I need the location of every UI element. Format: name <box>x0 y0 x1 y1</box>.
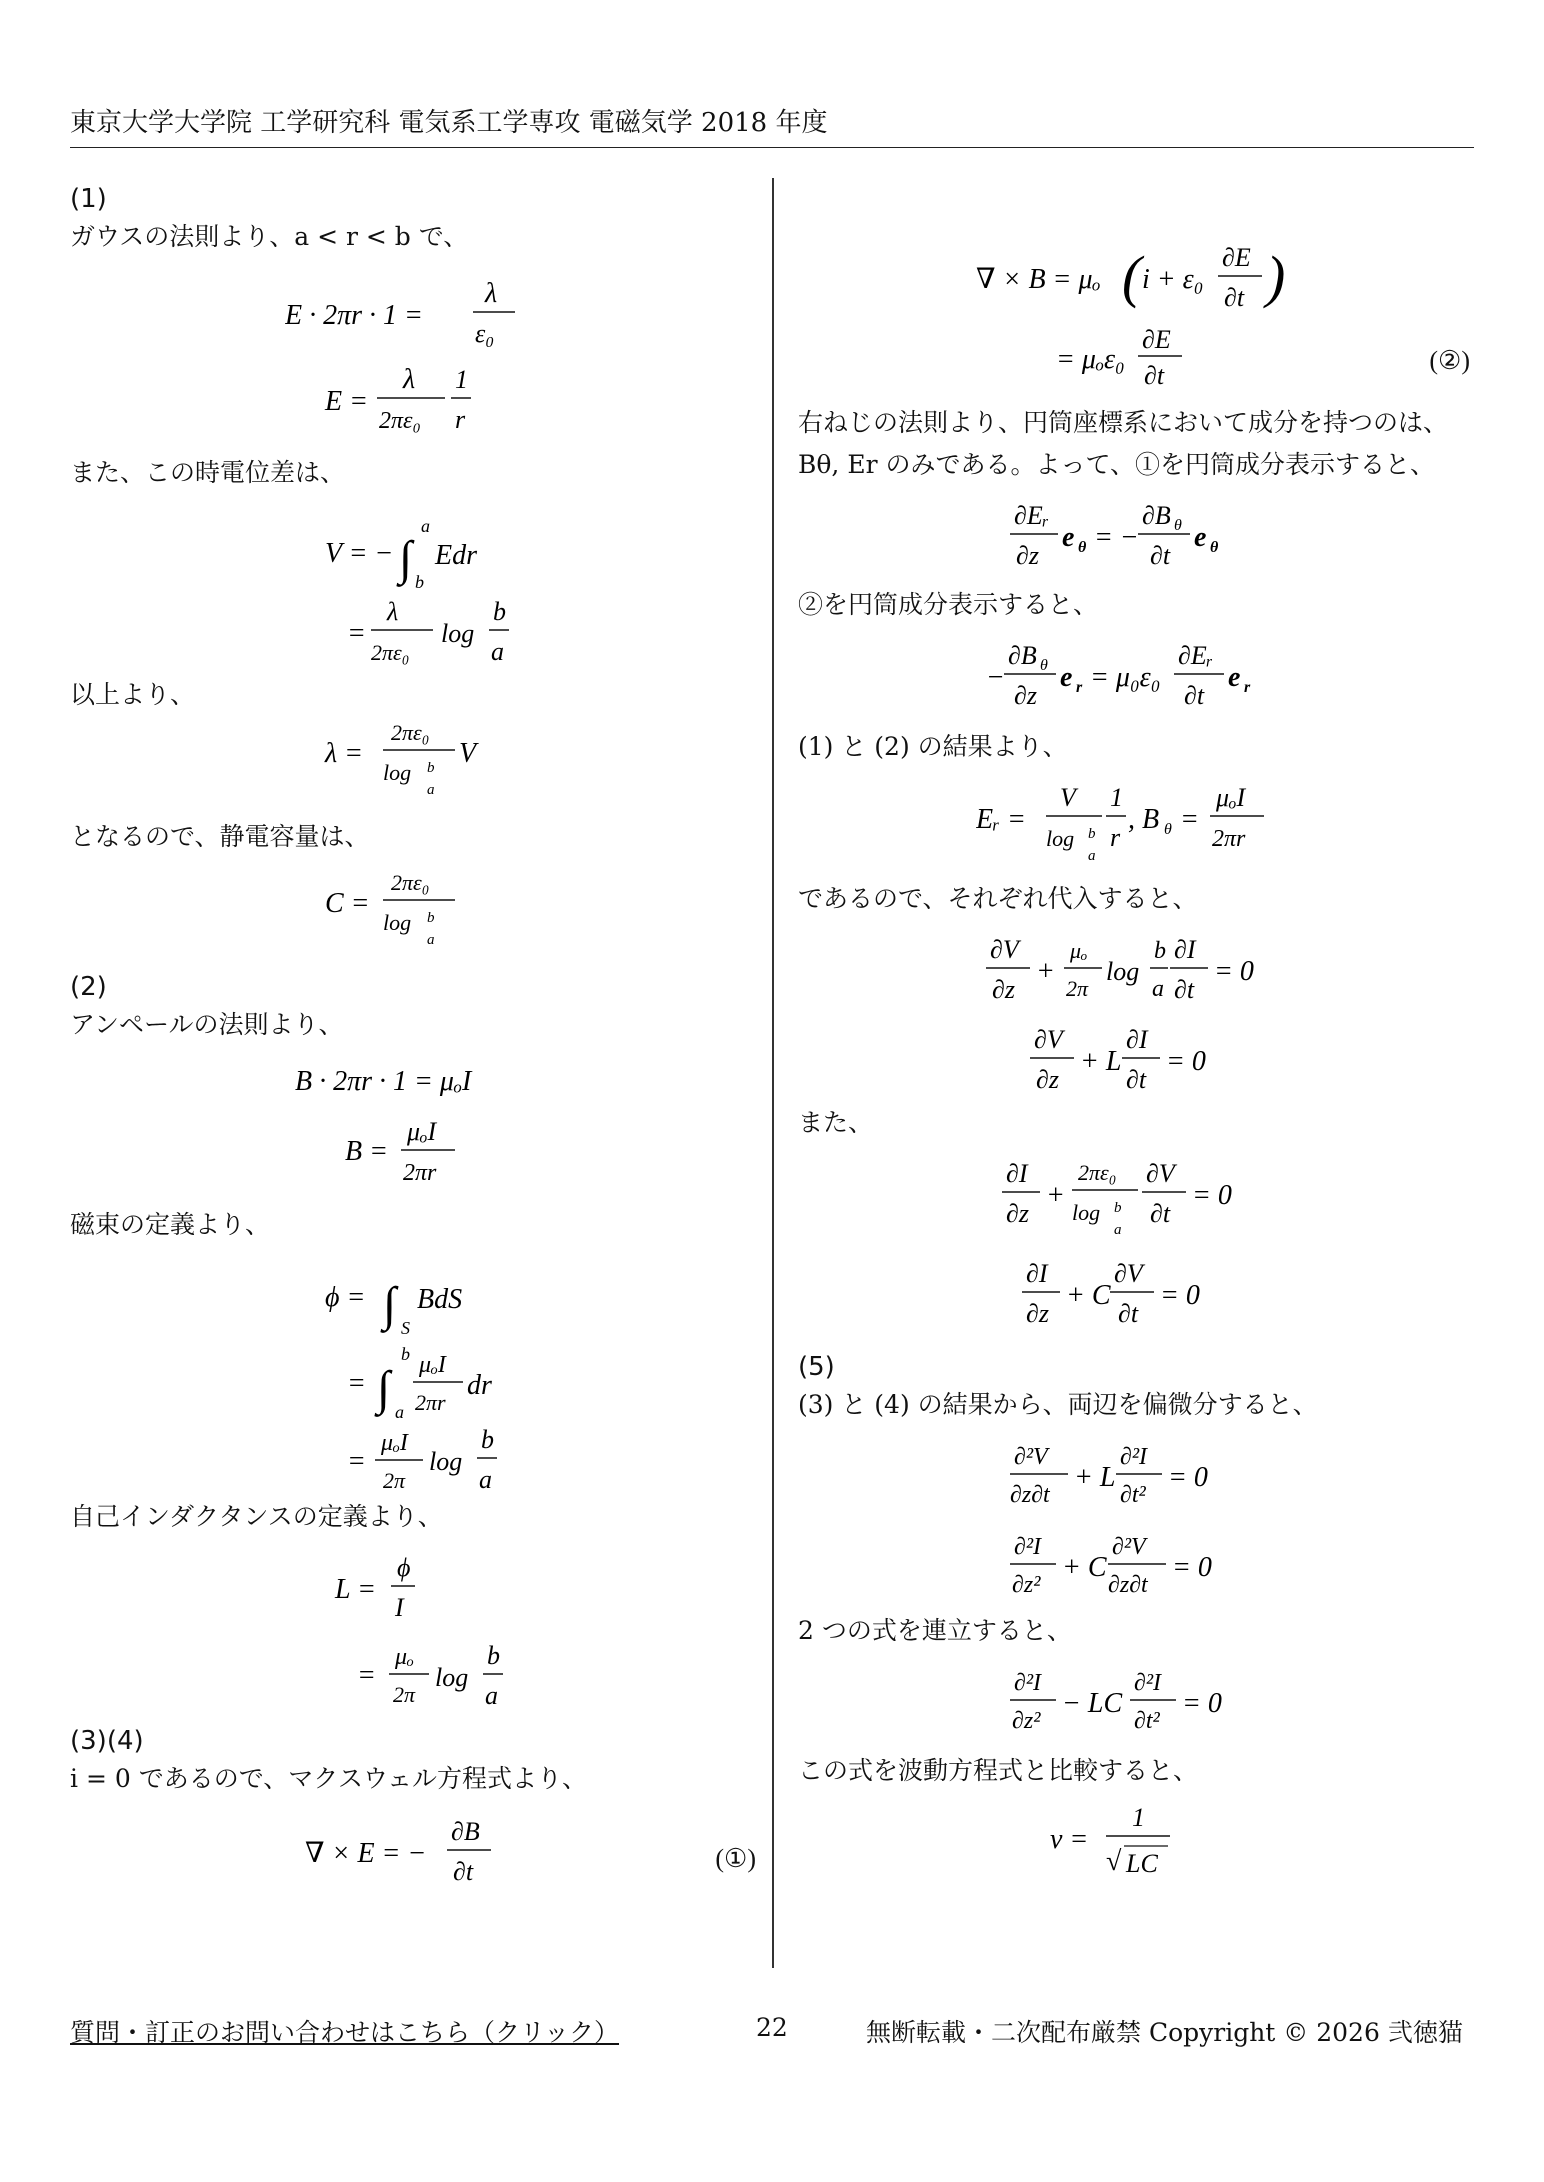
copyright: 無断転載・二次配布厳禁 Copyright © 2026 弐徳猫 <box>866 2018 1463 2047</box>
svg-text:ϕ =: ϕ = <box>325 1282 366 1313</box>
svg-text:∂z²: ∂z² <box>1012 1572 1041 1598</box>
svg-text:log: log <box>1046 826 1075 851</box>
svg-text:V: V <box>1060 783 1076 812</box>
svg-text:v =: v = <box>1050 1824 1089 1855</box>
svg-text:log: log <box>383 760 412 785</box>
text-simultaneous: 2 つの式を連立すると、 <box>798 1616 1072 1645</box>
svg-text:∂z: ∂z <box>1006 1199 1029 1228</box>
svg-text:μₒ: μₒ <box>395 1644 414 1670</box>
svg-text:a: a <box>1088 848 1096 864</box>
svg-text:a: a <box>427 782 435 798</box>
svg-text:∫: ∫ <box>399 532 413 585</box>
svg-text:∂V: ∂V <box>1146 1159 1175 1188</box>
svg-text:∂z: ∂z <box>992 975 1015 1004</box>
svg-text:− LC: − LC <box>1062 1688 1123 1719</box>
section-2-heading: (2) <box>70 972 107 1002</box>
svg-text:2π: 2π <box>1066 976 1089 1001</box>
svg-text:b: b <box>1154 938 1166 964</box>
svg-text:√: √ <box>1106 1846 1122 1877</box>
svg-text:λ: λ <box>485 278 498 309</box>
svg-text:=: = <box>357 1660 376 1691</box>
svg-text:a: a <box>427 932 435 948</box>
svg-text:∂²I: ∂²I <box>1120 1444 1148 1470</box>
svg-text:∇ × B = μₒ: ∇ × B = μₒ <box>976 264 1101 295</box>
svg-text:μₒ: μₒ <box>1070 938 1088 963</box>
svg-text:∂t: ∂t <box>1150 541 1171 570</box>
svg-text:log: log <box>441 619 475 648</box>
page-header: 東京大学大学院 工学研究科 電気系工学専攻 電磁気学 2018 年度 <box>70 102 1474 148</box>
svg-text:, B: , B <box>1128 804 1160 835</box>
text-substitute: であるので、それぞれ代入すると、 <box>798 884 1198 913</box>
column-divider <box>772 178 774 1968</box>
svg-text:∂V: ∂V <box>1034 1025 1063 1054</box>
svg-text:∂E: ∂E <box>1222 243 1251 272</box>
svg-text:∂²V: ∂²V <box>1112 1534 1146 1560</box>
svg-text:θ: θ <box>1210 539 1219 556</box>
svg-text:2π: 2π <box>383 1468 406 1493</box>
svg-text:∂²V: ∂²V <box>1014 1444 1048 1470</box>
svg-text:∂t: ∂t <box>453 1857 474 1886</box>
svg-text:λ: λ <box>387 597 399 626</box>
svg-text:= 0: = 0 <box>1160 1280 1200 1311</box>
svg-text:E · 2πr · 1 =: E · 2πr · 1 = <box>285 300 423 331</box>
svg-text:θ: θ <box>1174 517 1182 534</box>
svg-text:ϕ: ϕ <box>397 1553 411 1582</box>
eq-wave <box>798 1662 1474 1742</box>
svg-text:Edr: Edr <box>435 540 477 571</box>
eq-capacity <box>70 864 760 954</box>
svg-text:e: e <box>1062 522 1075 553</box>
svg-text:μₒI: μₒI <box>419 1352 446 1378</box>
svg-text:b: b <box>487 1641 500 1670</box>
section-5-heading: (5) <box>798 1352 835 1382</box>
text-inductance: 自己インダクタンスの定義より、 <box>70 1502 443 1531</box>
svg-text:θ: θ <box>1078 539 1087 556</box>
text-gauss: ガウスの法則より、a < r < b で、 <box>70 222 469 251</box>
eq-telegraph-1 <box>798 930 1474 1094</box>
svg-text:∂z: ∂z <box>1014 681 1037 710</box>
svg-text:a: a <box>1152 976 1164 1002</box>
svg-text:1: 1 <box>1132 1803 1145 1832</box>
text-above: 以上より、 <box>70 680 196 709</box>
svg-text:μₒI: μₒI <box>407 1117 437 1146</box>
text-maxwell: i = 0 であるので、マクスウェル方程式より、 <box>70 1764 587 1793</box>
text-potential: また、この時電位差は、 <box>70 458 346 487</box>
svg-text:I: I <box>395 1593 404 1622</box>
svg-text:∂B: ∂B <box>451 1817 480 1846</box>
svg-text:∂I: ∂I <box>1174 935 1196 964</box>
svg-text:BdS: BdS <box>417 1284 463 1315</box>
svg-text:b: b <box>427 910 435 926</box>
svg-text:dr: dr <box>467 1370 492 1401</box>
eq-gauss-2 <box>70 360 760 440</box>
eq-ampere-2 <box>70 1112 760 1192</box>
svg-text:log: log <box>1072 1200 1101 1225</box>
section-1-heading: (1) <box>70 184 107 214</box>
svg-text:∂²I: ∂²I <box>1014 1670 1042 1696</box>
svg-text:a: a <box>479 1465 492 1494</box>
eq-gauss-1 <box>70 274 760 350</box>
svg-text:1: 1 <box>1110 783 1123 812</box>
svg-text:∂I: ∂I <box>1126 1025 1148 1054</box>
section-34-heading: (3)(4) <box>70 1726 144 1756</box>
svg-text:+: + <box>1046 1180 1065 1211</box>
svg-text:b: b <box>493 597 506 626</box>
svg-text:∫: ∫ <box>383 1278 397 1331</box>
svg-text:B =: B = <box>345 1136 388 1167</box>
svg-text:∂E: ∂E <box>1142 325 1171 354</box>
svg-text:λ: λ <box>403 364 416 395</box>
eq-potential <box>70 502 760 672</box>
text-righthand-2: Bθ, Er のみである。よって、①を円筒成分表示すると、 <box>798 450 1435 479</box>
svg-text:+ L: + L <box>1074 1462 1116 1493</box>
svg-text:e: e <box>1194 522 1207 553</box>
svg-text:∂z: ∂z <box>1036 1065 1059 1094</box>
text-eq2-cyl: ②を円筒成分表示すると、 <box>798 590 1099 619</box>
eq-telegraph-2 <box>798 1154 1474 1334</box>
svg-text:log: log <box>429 1447 463 1476</box>
svg-text:= 0: = 0 <box>1214 956 1254 987</box>
svg-text:=: = <box>347 618 366 649</box>
svg-text:+ L: + L <box>1080 1046 1122 1077</box>
svg-text:∂Eᵣ: ∂Eᵣ <box>1178 641 1214 670</box>
svg-text:r: r <box>1110 823 1121 852</box>
text-result: (1) と (2) の結果より、 <box>798 732 1068 761</box>
svg-text:= 0: = 0 <box>1166 1046 1206 1077</box>
svg-text:∂I: ∂I <box>1026 1259 1048 1288</box>
eq-ampere-1 <box>70 1058 760 1102</box>
svg-text:= 0: = 0 <box>1168 1462 1208 1493</box>
svg-text:∂t: ∂t <box>1150 1199 1171 1228</box>
contact-link[interactable]: 質問・訂正のお問い合わせはこちら（クリック） <box>70 2018 620 2047</box>
svg-text:∂z²: ∂z² <box>1012 1708 1041 1734</box>
svg-text:= μₒε₀: = μₒε₀ <box>1056 344 1125 375</box>
svg-text:−: − <box>986 662 1005 693</box>
svg-text:r: r <box>455 405 466 434</box>
svg-text:): ) <box>1266 244 1286 309</box>
text-ampere: アンペールの法則より、 <box>70 1010 344 1039</box>
svg-text:μₒI: μₒI <box>381 1430 408 1456</box>
svg-text:e: e <box>1228 662 1241 693</box>
svg-text:∇ × E = −: ∇ × E = − <box>305 1838 427 1869</box>
svg-text:∂z∂t: ∂z∂t <box>1108 1572 1148 1598</box>
svg-text:V = −: V = − <box>325 538 394 569</box>
svg-text:∂²I: ∂²I <box>1014 1534 1042 1560</box>
svg-text:∂V: ∂V <box>1114 1259 1143 1288</box>
svg-text:θ: θ <box>1040 657 1048 674</box>
svg-text:= 0: = 0 <box>1182 1688 1222 1719</box>
text-flux: 磁束の定義より、 <box>70 1210 271 1239</box>
svg-text:B · 2πr · 1 = μₒI: B · 2πr · 1 = μₒI <box>295 1066 472 1097</box>
svg-text:2πε₀: 2πε₀ <box>371 640 410 665</box>
svg-text:= −: = − <box>1094 522 1139 553</box>
svg-text:λ =: λ = <box>325 738 364 769</box>
svg-text:2πr: 2πr <box>415 1390 446 1415</box>
svg-text:a: a <box>421 516 430 536</box>
svg-text:i + ε₀: i + ε₀ <box>1142 264 1204 295</box>
eq-number-1: (①) <box>715 1844 756 1873</box>
text-partial: (3) と (4) の結果から、両辺を偏微分すると、 <box>798 1390 1318 1419</box>
svg-text:∂t: ∂t <box>1126 1065 1147 1094</box>
svg-text:b: b <box>427 760 435 776</box>
svg-text:a: a <box>491 637 504 666</box>
text-capacity: となるので、静電容量は、 <box>70 822 370 851</box>
right-column <box>798 180 1474 1884</box>
svg-text:Eᵣ =: Eᵣ = <box>976 804 1026 835</box>
svg-text:+ C: + C <box>1066 1280 1111 1311</box>
svg-text:r: r <box>1076 679 1083 696</box>
svg-text:b: b <box>415 572 424 592</box>
svg-text:(: ( <box>1122 244 1142 309</box>
left-column <box>70 180 760 1894</box>
svg-text:log: log <box>435 1663 469 1692</box>
svg-text:∫: ∫ <box>377 1362 391 1415</box>
svg-text:+ C: + C <box>1062 1552 1107 1583</box>
svg-text:E =: E = <box>325 386 368 417</box>
eq-cyl-2 <box>798 636 1474 720</box>
svg-text:∂B: ∂B <box>1008 641 1037 670</box>
svg-text:2πr: 2πr <box>403 1160 437 1186</box>
svg-text:= 0: = 0 <box>1192 1180 1232 1211</box>
svg-text:log: log <box>1106 957 1140 986</box>
svg-text:∂t: ∂t <box>1174 975 1195 1004</box>
svg-text:= μ₀ε₀: = μ₀ε₀ <box>1090 662 1161 693</box>
svg-text:2πε₀: 2πε₀ <box>1078 1160 1117 1185</box>
svg-text:L =: L = <box>335 1574 376 1605</box>
eq-lambda <box>70 714 760 804</box>
svg-text:∂z: ∂z <box>1026 1299 1049 1328</box>
svg-text:b: b <box>401 1344 410 1364</box>
svg-text:∂V: ∂V <box>990 935 1019 964</box>
svg-text:a: a <box>395 1402 404 1422</box>
svg-text:=: = <box>1180 804 1199 835</box>
text-wave-compare: この式を波動方程式と比較すると、 <box>798 1756 1199 1785</box>
svg-text:∂z: ∂z <box>1016 541 1039 570</box>
svg-text:2π: 2π <box>393 1682 416 1707</box>
svg-text:ε₀: ε₀ <box>475 319 495 348</box>
svg-text:∂t: ∂t <box>1118 1299 1139 1328</box>
eq-inductance <box>70 1546 760 1716</box>
svg-text:=: = <box>347 1368 366 1399</box>
svg-text:LC: LC <box>1126 1849 1158 1878</box>
text-also: また、 <box>798 1108 874 1137</box>
svg-text:= 0: = 0 <box>1172 1552 1212 1583</box>
svg-text:1: 1 <box>455 365 468 394</box>
svg-text:b: b <box>1088 826 1096 842</box>
eq-cyl-1 <box>798 496 1474 580</box>
svg-text:∂z∂t: ∂z∂t <box>1010 1482 1050 1508</box>
svg-text:2πε₀: 2πε₀ <box>379 408 421 434</box>
svg-text:2πε₀: 2πε₀ <box>391 870 430 895</box>
svg-text:a: a <box>485 1681 498 1710</box>
eq-flux <box>70 1254 760 1494</box>
svg-text:2πε₀: 2πε₀ <box>391 720 430 745</box>
svg-text:e: e <box>1060 662 1073 693</box>
svg-text:∂t²: ∂t² <box>1120 1482 1146 1508</box>
svg-text:∂t²: ∂t² <box>1134 1708 1160 1734</box>
svg-text:r: r <box>1244 679 1251 696</box>
svg-text:∂t: ∂t <box>1184 681 1205 710</box>
svg-text:a: a <box>1114 1222 1122 1238</box>
svg-text:∂Eᵣ: ∂Eᵣ <box>1014 501 1050 530</box>
page-number: 22 <box>756 2013 788 2042</box>
eq-maxwell-1 <box>70 1814 760 1894</box>
svg-text:+: + <box>1036 956 1055 987</box>
eq-second-order <box>798 1436 1474 1606</box>
svg-text:b: b <box>481 1425 494 1454</box>
svg-text:S: S <box>401 1318 410 1338</box>
eq-velocity <box>798 1800 1474 1884</box>
svg-text:∂B: ∂B <box>1142 501 1171 530</box>
svg-text:C =: C = <box>325 888 370 919</box>
svg-text:b: b <box>1114 1200 1122 1216</box>
eq-maxwell-2 <box>798 240 1474 390</box>
svg-text:log: log <box>383 910 412 935</box>
svg-text:∂²I: ∂²I <box>1134 1670 1162 1696</box>
svg-text:V: V <box>459 738 477 769</box>
svg-text:∂I: ∂I <box>1006 1159 1028 1188</box>
eq-er-btheta <box>798 780 1474 870</box>
svg-text:∂t: ∂t <box>1224 283 1245 312</box>
text-righthand-1: 右ねじの法則より、円筒座標系において成分を持つのは、 <box>798 408 1449 437</box>
svg-text:μₒI: μₒI <box>1216 783 1246 812</box>
svg-text:2πr: 2πr <box>1212 826 1246 852</box>
svg-text:=: = <box>347 1446 366 1477</box>
eq-number-2: (②) <box>1429 346 1470 375</box>
svg-text:θ: θ <box>1164 821 1172 838</box>
svg-text:∂t: ∂t <box>1144 361 1165 390</box>
